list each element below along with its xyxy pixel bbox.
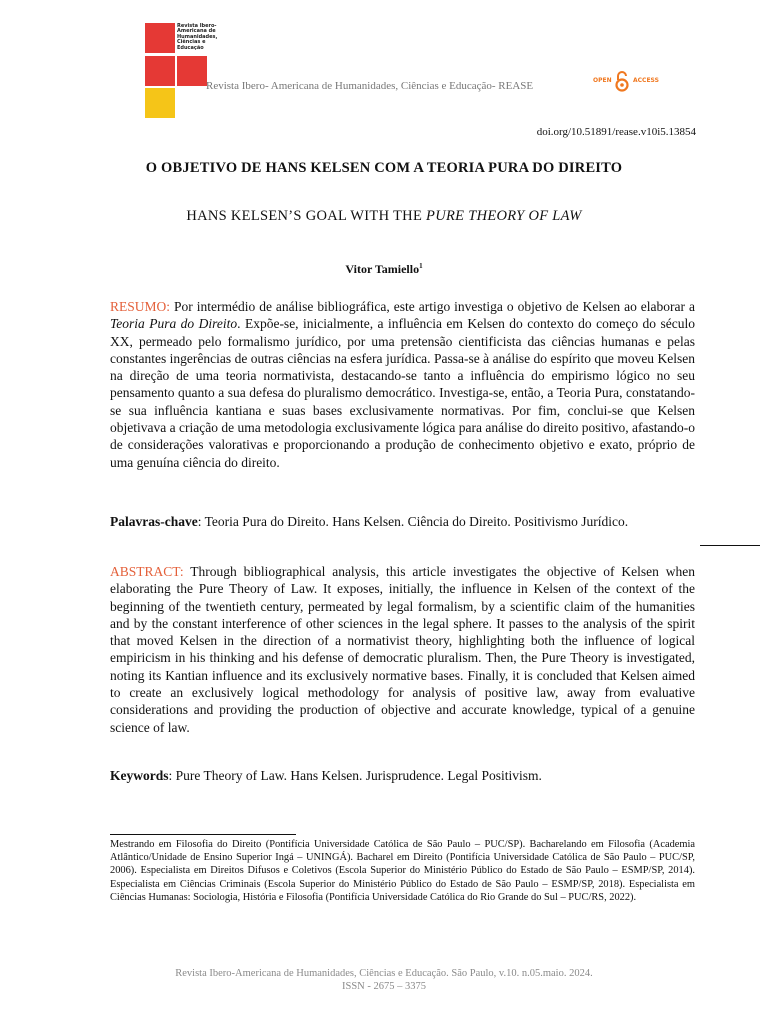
resumo-italic: Teoria Pura do Direito <box>110 316 238 332</box>
keywords-paragraph <box>110 767 695 784</box>
logo-square-yellow <box>145 88 175 118</box>
palavras-chave-label: Palavras-chave <box>110 514 198 529</box>
logo-square-red-right <box>177 56 207 86</box>
footer-citation: Revista Ibero-Americana de Humanidades, Ciências e Educação. São Paulo, v.10. n.05.maio. 2024. <box>175 968 593 979</box>
keywords-text: : Pure Theory of Law. Hans Kelsen. Jurisprudence. Legal Positivism. <box>168 768 542 783</box>
palavras-chave-paragraph <box>110 513 695 530</box>
footer-issn: ISSN - 2675 – 3375 <box>341 981 426 992</box>
doi-link[interactable]: doi.org/10.51891/rease.v10i5.13854 <box>536 126 696 138</box>
author-text: Vitor Tamiello <box>345 262 420 276</box>
abstract-text: Through bibliographical analysis, this article investigates the objective of Kelsen when elaborating the Pure Theory of Law. It exposes, initially, the influence in Kelsen of the context of the beginning of the twentieth century, permeated by legal formalism, by a scientific claim of the humanities and by the constant interference of other sciences in the legal sphere. It passes to the analysis of the spirit that moved Kelsen in the direction of a normativist theory, highlighting both the influence of logical empiricism in his thinking and his defense of democratic pluralism. Then, the Pure Theory is investigated, noting its Kantian influence and its exclusively normative bases. Finally, it is concluded that Kelsen aimed to create an exclusively logical methodology for analysis of positive law, away from evaluative considerations and providing the production of objective and accurate knowledge, typical of a genuine science of law. <box>110 564 695 735</box>
abstract-label: ABSTRACT: <box>110 564 184 579</box>
author-footnote-marker[interactable]: 1 <box>419 262 423 270</box>
title-portuguese: O OBJETIVO DE HANS KELSEN COM A TEORIA PURA DO DIREITO <box>145 160 623 176</box>
title-english-italic: PURE THEORY OF LAW <box>426 208 582 224</box>
palavras-chave-text: : Teoria Pura do Direito. Hans Kelsen. Ciência do Direito. Positivismo Jurídico. <box>197 514 629 529</box>
abstract-paragraph <box>110 563 695 736</box>
keywords-label: Keywords <box>110 768 169 783</box>
open-access-lock-icon <box>614 70 630 92</box>
journal-name: Revista Ibero- Americana de Humanidades, Ciências e Educação- REASE <box>206 80 534 92</box>
author-name <box>0 262 768 277</box>
resumo-text-b: . Expõe-se, inicialmente, a influência em Kelsen do contexto do começo do século XX, permeado pelo formalismo jurídico, por uma pretensão cientificista das ciências humanas e pelas constantes ingerências de outras ciências na esfera jurídica. Passa-se à análise do espírito que moveu Kelsen na direção de uma teoria normativista, destacando-se tanto a influência do empirismo lógico no seu pensamento quanto a sua defesa do pluralismo democrático. Investiga-se, então, a Teoria Pura, constatando-se sua influência kantiana e suas bases exclusivamente normativas. Por fim, conclui-se que Kelsen objetivava a criação de uma metodologia exclusivamente lógica para análise do direito positivo, afastando-o de considerações valorativas e proporcionando a produção de conhecimento objetivo e exato, próprio de uma genuína ciência do direito. <box>110 316 695 470</box>
title-english-plain: HANS KELSEN’S GOAL WITH THE <box>186 208 427 224</box>
logo-square-red-middle <box>145 56 175 86</box>
logo-text: Revista Ibero-Americana de Humanidades, Ciências e Educação <box>177 23 218 51</box>
resumo-label: RESUMO: <box>110 299 171 314</box>
margin-rule <box>700 545 760 546</box>
title-english <box>0 208 768 225</box>
open-access-open-label: OPEN <box>593 77 612 84</box>
resumo-text-a: Por intermédio de análise bibliográfica, este artigo investiga o objetivo de Kelsen ao elaborar a <box>170 299 695 314</box>
open-access-access-label: ACCESS <box>633 77 659 84</box>
footnote-rule <box>110 834 296 835</box>
logo-square-red-top <box>145 23 175 53</box>
resumo-paragraph <box>110 298 695 471</box>
footnote-text: Mestrando em Filosofia do Direito (Pontifícia Universidade Católica de São Paulo – PUC/SP). Bacharelando em Filosofia (Academia Atlântico/Unidade de Ensino Superior Ingá – UNINGÁ). Bacharel em Direito (Pontifícia Universidade Católica de São Paulo – PUC/SP, 2006). Especialista em Direitos Difusos e Coletivos (Escola Superior do Ministério Público do Estado de São Paulo – ESMP/SP, 2014). Especialista em Ciências Criminais (Escola Superior do Ministério Público do Estado de São Paulo – ESMP/SP, 2018). Especialista em Ciências Humanas: Sociologia, História e Filosofia (Pontifícia Universidade Católica do Rio Grande do Sul – PUC/RS, 2022). <box>110 839 695 903</box>
